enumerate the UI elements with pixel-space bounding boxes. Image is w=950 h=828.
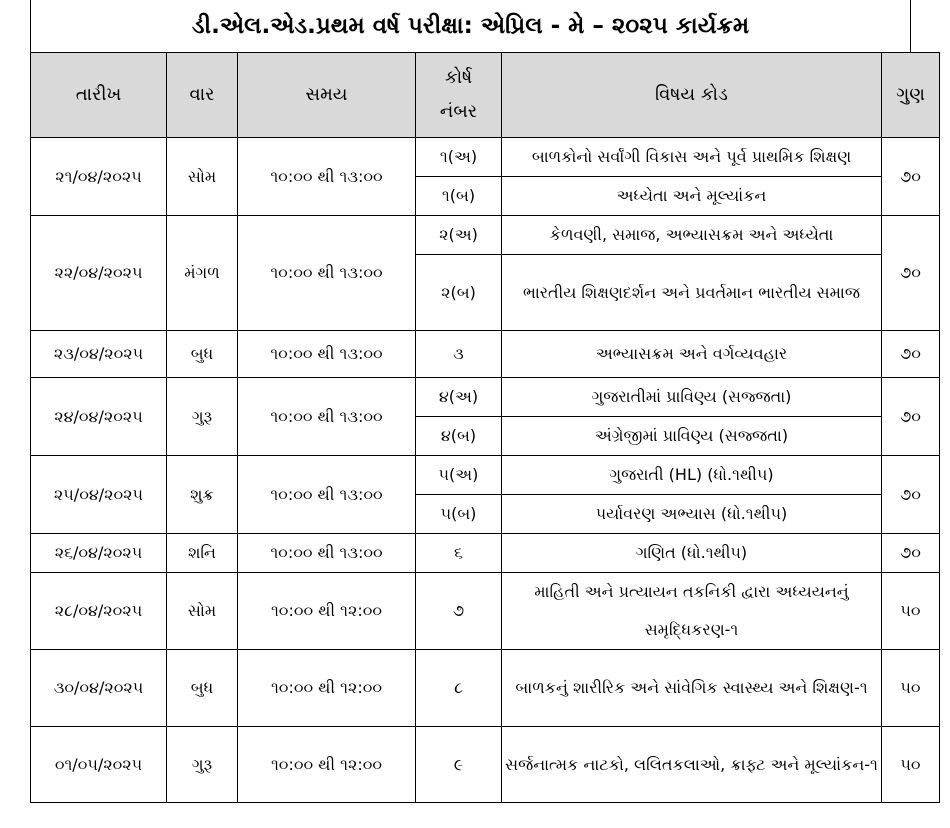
cell-day: બુધ	[167, 331, 238, 378]
cell-day: ગુરૂ	[167, 727, 238, 803]
cell-course-code: ૨(બ)	[416, 255, 502, 331]
cell-day: સોમ	[167, 573, 238, 650]
cell-marks: ૭૦	[882, 378, 940, 456]
header-subject: વિષય કોડ	[502, 53, 882, 138]
cell-date: ૨૧/૦૪/૨૦૨૫	[31, 138, 167, 216]
cell-subject: અંગ્રેજીમાં પ્રાવિણ્ય (સજ્જતા)	[502, 417, 882, 456]
header-course-number	[416, 53, 502, 138]
cell-subject: બાળકોનો સર્વાંગી વિકાસ અને પૂર્વ પ્રાથમિક શિક્ષણ	[502, 138, 882, 177]
header-date: તારીખ	[31, 53, 167, 138]
table-row	[31, 534, 940, 573]
header-course-line2: નંબર	[439, 101, 478, 122]
cell-subject: માહિતી અને પ્રત્યાયન તકનિકી દ્વારા અધ્યયનનું સમૃદ્ધિકરણ-૧	[502, 573, 882, 650]
cell-course-code: ૬	[416, 534, 502, 573]
cell-marks: ૭૦	[882, 138, 940, 216]
exam-schedule-sheet	[30, 0, 925, 803]
cell-time: ૧૦:૦૦ થી ૧૩:૦૦	[238, 378, 416, 456]
cell-date: ૩૦/૦૪/૨૦૨૫	[31, 650, 167, 727]
cell-day: મંગળ	[167, 216, 238, 331]
cell-subject: ગુજરાતીમાં પ્રાવિણ્ય (સજ્જતા)	[502, 378, 882, 417]
table-row	[31, 331, 940, 378]
cell-date: ૨૨/૦૪/૨૦૨૫	[31, 216, 167, 331]
cell-subject: પર્યાવરણ અભ્યાસ (ધો.૧થી૫)	[502, 495, 882, 534]
cell-date: ૨૪/૦૪/૨૦૨૫	[31, 378, 167, 456]
header-time: સમય	[238, 53, 416, 138]
cell-time: ૧૦:૦૦ થી ૧૩:૦૦	[238, 331, 416, 378]
cell-course-code: ૫(અ)	[416, 456, 502, 495]
cell-marks: ૫૦	[882, 650, 940, 727]
cell-course-code: ૭	[416, 573, 502, 650]
cell-course-code: ૪(બ)	[416, 417, 502, 456]
cell-day: ગુરૂ	[167, 378, 238, 456]
cell-date: ૦૧/૦૫/૨૦૨૫	[31, 727, 167, 803]
table-row	[31, 138, 940, 177]
cell-course-code: ૯	[416, 727, 502, 803]
cell-course-code: ૪(અ)	[416, 378, 502, 417]
cell-marks: ૫૦	[882, 727, 940, 803]
cell-subject: કેળવણી, સમાજ, અભ્યાસક્રમ અને અધ્યેતા	[502, 216, 882, 255]
cell-day: શનિ	[167, 534, 238, 573]
cell-time: ૧૦:૦૦ થી ૧૨:૦૦	[238, 573, 416, 650]
cell-subject: અભ્યાસક્રમ અને વર્ગવ્યવહાર	[502, 331, 882, 378]
cell-time: ૧૦:૦૦ થી ૧૨:૦૦	[238, 650, 416, 727]
page-title: ડી.એલ.એડ.પ્રથમ વર્ષ પરીક્ષા: એપ્રિલ - મે – ૨૦૨૫ કાર્યક્રમ	[30, 0, 911, 52]
cell-day: બુધ	[167, 650, 238, 727]
schedule-table	[30, 52, 940, 803]
cell-marks: ૭૦	[882, 216, 940, 331]
cell-course-code: ૧(અ)	[416, 138, 502, 177]
cell-time: ૧૦:૦૦ થી ૧૩:૦૦	[238, 534, 416, 573]
cell-course-code: ૫(બ)	[416, 495, 502, 534]
table-row	[31, 727, 940, 803]
cell-subject: ગણિત (ધો.૧થી૫)	[502, 534, 882, 573]
cell-date: ૨૬/૦૪/૨૦૨૫	[31, 534, 167, 573]
cell-time: ૧૦:૦૦ થી ૧૨:૦૦	[238, 727, 416, 803]
cell-course-code: ૨(અ)	[416, 216, 502, 255]
cell-marks: ૭૦	[882, 331, 940, 378]
cell-marks: ૭૦	[882, 534, 940, 573]
table-row	[31, 650, 940, 727]
cell-subject: ગુજરાતી (HL) (ધો.૧થી૫)	[502, 456, 882, 495]
table-header-row	[31, 53, 940, 138]
cell-subject: બાળકનું શારીરિક અને સાંવેગિક સ્વાસ્થ્ય અને શિક્ષણ-૧	[502, 650, 882, 727]
cell-course-code: ૧(બ)	[416, 177, 502, 216]
table-row	[31, 456, 940, 495]
cell-date: ૨૩/૦૪/૨૦૨૫	[31, 331, 167, 378]
cell-day: શુક્ર	[167, 456, 238, 534]
header-course-line1: કોર્ષ	[444, 66, 473, 88]
cell-subject: ભારતીય શિક્ષણદર્શન અને પ્રવર્તમાન ભારતીય સમાજ	[502, 255, 882, 331]
cell-date: ૨૫/૦૪/૨૦૨૫	[31, 456, 167, 534]
cell-day: સોમ	[167, 138, 238, 216]
table-row	[31, 216, 940, 255]
cell-time: ૧૦:૦૦ થી ૧૩:૦૦	[238, 138, 416, 216]
cell-time: ૧૦:૦૦ થી ૧૩:૦૦	[238, 216, 416, 331]
cell-subject: અધ્યેતા અને મૂલ્યાંકન	[502, 177, 882, 216]
cell-course-code: ૮	[416, 650, 502, 727]
cell-course-code: ૩	[416, 331, 502, 378]
header-day: વાર	[167, 53, 238, 138]
cell-subject: સર્જનાત્મક નાટકો, લલિતકલાઓ, ક્રાફ્ટ અને મૂલ્યાંકન-૧	[502, 727, 882, 803]
table-row	[31, 573, 940, 650]
cell-date: ૨૮/૦૪/૨૦૨૫	[31, 573, 167, 650]
header-marks: ગુણ	[882, 53, 940, 138]
cell-marks: ૭૦	[882, 456, 940, 534]
cell-marks: ૫૦	[882, 573, 940, 650]
table-row	[31, 378, 940, 417]
cell-time: ૧૦:૦૦ થી ૧૩:૦૦	[238, 456, 416, 534]
